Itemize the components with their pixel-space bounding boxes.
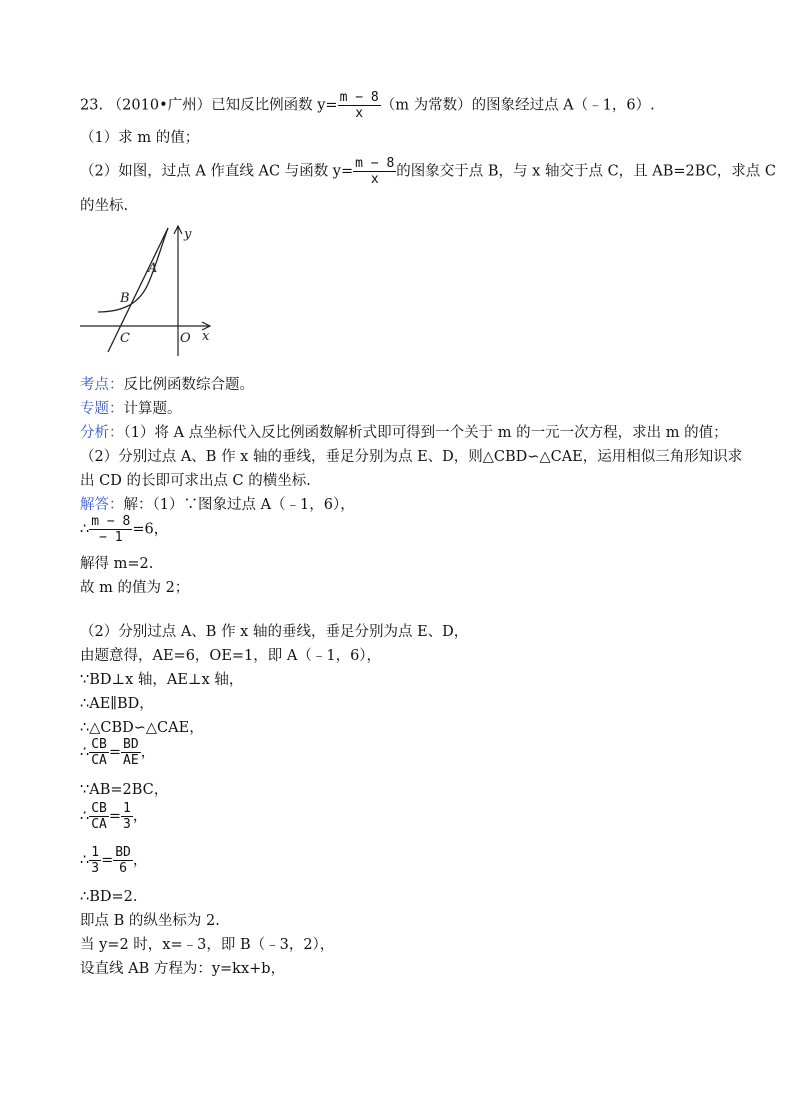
- fenxi-line-3: 出 CD 的长即可求出点 C 的横坐标.: [80, 473, 311, 489]
- part2-line-7: ∴BD=2.: [80, 889, 138, 905]
- label-a: A: [148, 261, 158, 276]
- fraction: $\frac{1}{3}$: [91, 845, 100, 876]
- part2-line-8: 即点 B 的纵坐标为 2.: [80, 913, 220, 929]
- fraction: $\frac{CB}{CA}$: [91, 801, 107, 832]
- fenxi-line-1: 分析：（1）将 A 点坐标代入反比例函数解析式即可得到一个关于 m 的一元一次方程，求出 m 的值；: [80, 425, 728, 441]
- part2-line-4: ∴AE∥BD，: [80, 696, 154, 712]
- function-graph: [80, 222, 220, 357]
- line-ac: [108, 228, 168, 352]
- solution-line-3: 解得 m=2.: [80, 556, 154, 572]
- fraction: $\frac{BD}{AE}$: [123, 737, 139, 768]
- part2-line-1: （2）分别过点 A、B 作 x 轴的垂线，垂足分别为点 E、D，: [80, 624, 469, 640]
- zhuanti-line: 专题：计算题。: [80, 401, 182, 417]
- fraction: $\frac{BD}{6}$: [115, 845, 131, 876]
- fenxi-line-2: （2）分别过点 A、B 作 x 轴的垂线，垂足分别为点 E、D，则△CBD∽△CAE，运用相似三角形知识求: [80, 449, 743, 465]
- question-2-line-1: （2）如图，过点 A 作直线 AC 与函数 y= $\frac{m - 8}{x}$ 的图象交于点 B，与 x 轴交于点 C，且 AB=2BC，求点 C: [80, 156, 776, 187]
- label-c: C: [120, 331, 130, 346]
- ratio-line-1: ∴ $\frac{CB}{CA}$ = $\frac{BD}{AE}$ ，: [80, 737, 156, 768]
- kaodian-line: 考点：反比例函数综合题。: [80, 377, 254, 393]
- part2-line-10: 设直线 AB 方程为：y=kx+b，: [80, 961, 286, 977]
- label-o: O: [180, 331, 191, 346]
- ratio-line-2: ∴ $\frac{CB}{CA}$ = $\frac{1}{3}$ ，: [80, 801, 148, 832]
- part2-line-9: 当 y=2 时，x=﹣3，即 B（﹣3，2），: [80, 937, 335, 953]
- problem-line-1: 23. （2010•广州）已知反比例函数 y= $\frac{m - 8}{x}$ （m 为常数）的图象经过点 A（﹣1，6）.: [80, 90, 655, 121]
- ratio-line-3: ∴ $\frac{1}{3}$ = $\frac{BD}{6}$ ，: [80, 845, 148, 876]
- label-y: y: [184, 227, 192, 242]
- fraction: $\frac{CB}{CA}$: [91, 737, 107, 768]
- solution-line-1: 解答：解：（1）∵图象过点 A（﹣1，6），: [80, 497, 355, 513]
- part2-line-6: ∵AB=2BC，: [80, 782, 169, 798]
- part2-line-2: 由题意得，AE=6，OE=1，即 A（﹣1，6），: [80, 648, 382, 664]
- label-x: x: [202, 329, 210, 344]
- part2-line-5: ∴△CBD∽△CAE，: [80, 720, 204, 736]
- part2-line-3: ∵BD⊥x 轴，AE⊥x 轴，: [80, 672, 244, 688]
- label-b: B: [120, 291, 130, 306]
- fraction: $\frac{m - 8}{- 1}$: [91, 514, 131, 545]
- fraction: $\frac{1}{3}$: [123, 801, 131, 832]
- solution-line-4: 故 m 的值为 2；: [80, 580, 190, 596]
- question-2-line-2: 的坐标.: [80, 198, 129, 214]
- solution-fraction-line: ∴ $\frac{m - 8}{- 1}$ =6，: [80, 514, 169, 545]
- fraction: $\frac{m - 8}{x}$: [339, 90, 379, 121]
- question-1: （1）求 m 的值；: [80, 130, 200, 146]
- fraction: $\frac{m - 8}{x}$: [355, 156, 395, 187]
